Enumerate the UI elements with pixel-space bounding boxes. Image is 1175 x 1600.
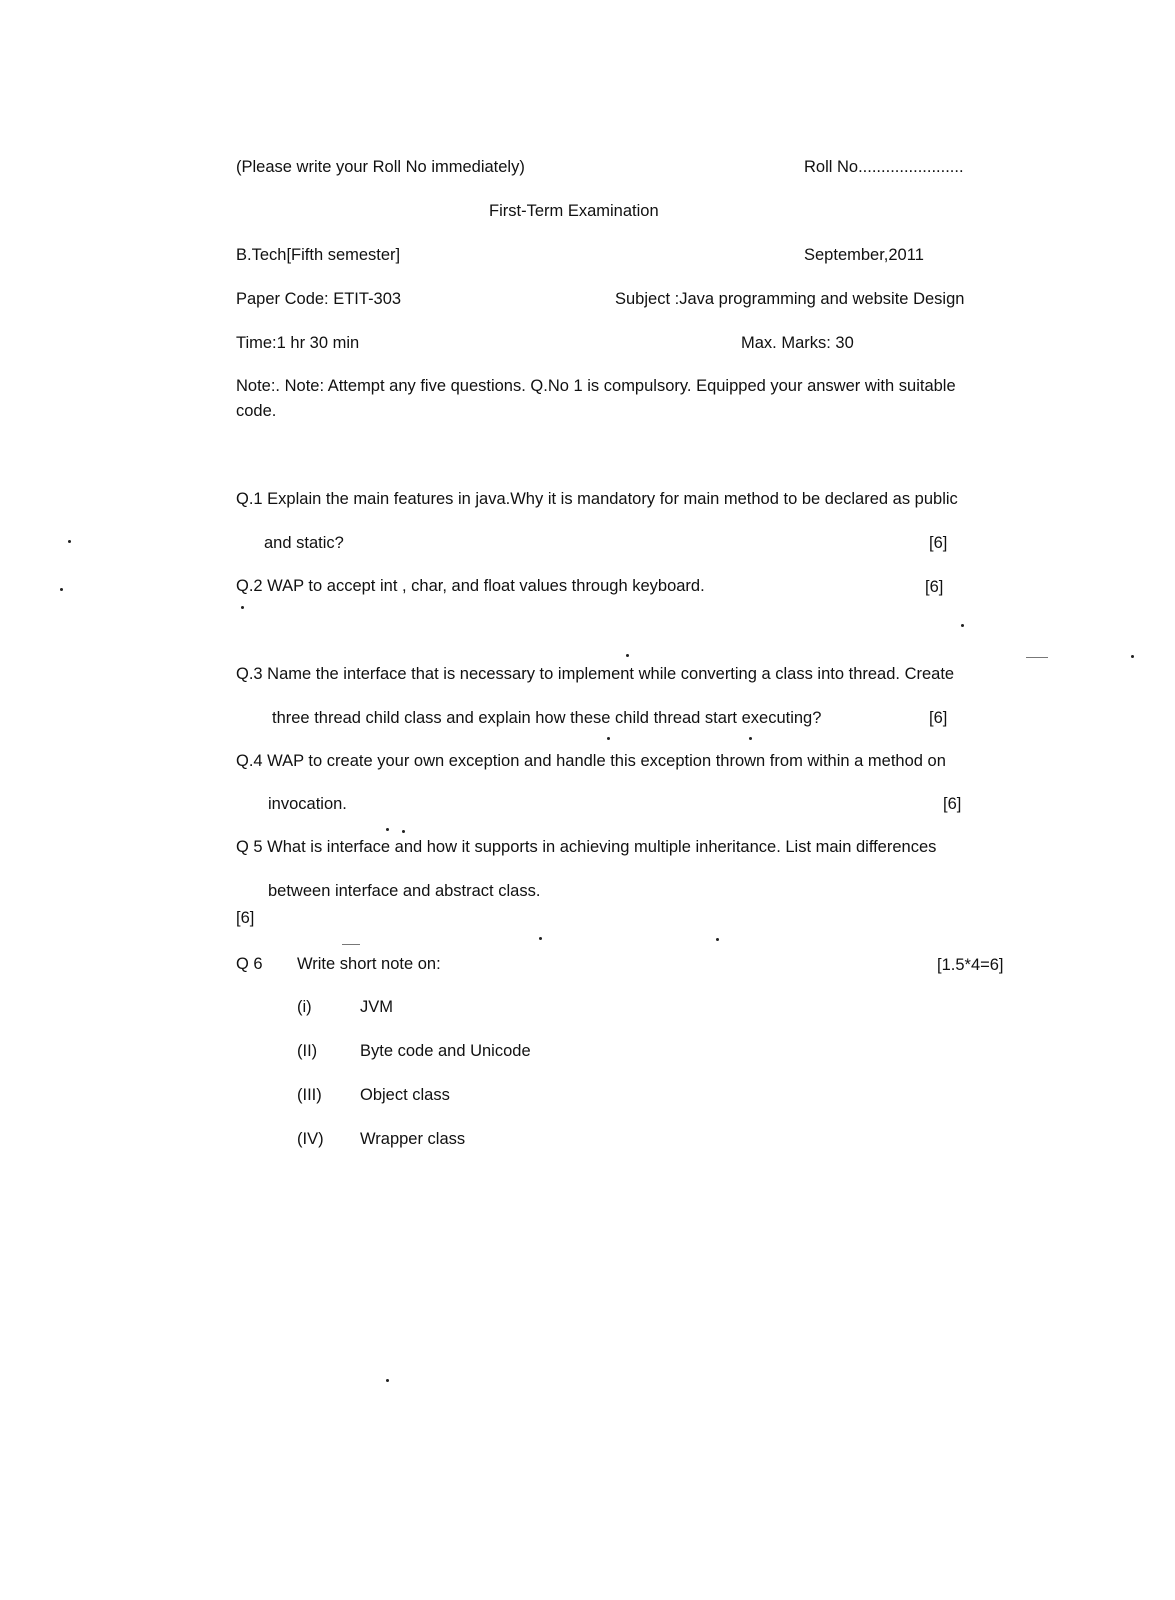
q6-item-1-text: JVM xyxy=(360,998,393,1016)
course-label: B.Tech[Fifth semester] xyxy=(236,246,401,264)
question-1-marks: [6] xyxy=(929,534,948,552)
scan-speck xyxy=(607,737,610,740)
scan-speck xyxy=(68,540,71,543)
paper-code: Paper Code: ETIT-303 xyxy=(236,290,402,308)
question-6-marks: [1.5*4=6] xyxy=(937,956,1004,974)
scan-speck xyxy=(386,1379,389,1382)
q6-item-3-text: Object class xyxy=(360,1086,450,1104)
question-3-line-1: Q.3 Name the interface that is necessary to implement while converting a class into thread. Create xyxy=(236,665,955,683)
scan-speck xyxy=(386,828,389,831)
q6-item-4-num: (IV) xyxy=(297,1130,324,1148)
scan-mark xyxy=(342,944,360,945)
q6-item-1-num: (i) xyxy=(297,998,312,1016)
scan-speck xyxy=(1131,655,1134,658)
question-6-title: Write short note on: xyxy=(297,955,441,973)
question-5-marks: [6] xyxy=(236,909,255,927)
q6-item-2-text: Byte code and Unicode xyxy=(360,1042,531,1060)
scan-speck xyxy=(60,588,63,591)
question-3-line-2: three thread child class and explain how these child thread start executing? xyxy=(272,709,822,727)
question-2-line-1: Q.2 WAP to accept int , char, and float values through keyboard. xyxy=(236,577,705,595)
scan-speck xyxy=(961,624,964,627)
question-2-marks: [6] xyxy=(925,578,944,596)
roll-no-instruction: (Please write your Roll No immediately) xyxy=(236,158,525,176)
question-5-line-2: between interface and abstract class. xyxy=(268,882,541,900)
scan-speck xyxy=(626,654,629,657)
question-6-number: Q 6 xyxy=(236,955,263,973)
note-line-1: Note:. Note: Attempt any five questions. Q.No 1 is compulsory. Equipped your answer with suitable xyxy=(236,377,956,395)
subject: Subject :Java programming and website Design xyxy=(615,290,965,308)
question-4-line-1: Q.4 WAP to create your own exception and handle this exception thrown from within a method on xyxy=(236,752,946,770)
question-5-line-1: Q 5 What is interface and how it supports in achieving multiple inheritance. List main differences xyxy=(236,838,937,856)
scan-speck xyxy=(402,830,405,833)
exam-date: September,2011 xyxy=(804,246,924,264)
note-line-2: code. xyxy=(236,402,277,420)
max-marks: Max. Marks: 30 xyxy=(741,334,854,352)
question-3-marks: [6] xyxy=(929,709,948,727)
scan-speck xyxy=(716,938,719,941)
exam-time: Time:1 hr 30 min xyxy=(236,334,360,352)
q6-item-4-text: Wrapper class xyxy=(360,1130,466,1148)
question-4-line-2: invocation. xyxy=(268,795,347,813)
exam-title: First-Term Examination xyxy=(489,202,659,220)
q6-item-2-num: (II) xyxy=(297,1042,318,1060)
question-4-marks: [6] xyxy=(943,795,962,813)
question-1-line-1: Q.1 Explain the main features in java.Why it is mandatory for main method to be declared as public xyxy=(236,490,958,508)
scan-speck xyxy=(539,937,542,940)
roll-no-field: Roll No....................... xyxy=(804,158,964,176)
scan-speck xyxy=(749,737,752,740)
scan-mark xyxy=(1026,657,1048,658)
q6-item-3-num: (III) xyxy=(297,1086,322,1104)
question-1-line-2: and static? xyxy=(264,534,344,552)
scan-speck xyxy=(241,606,244,609)
